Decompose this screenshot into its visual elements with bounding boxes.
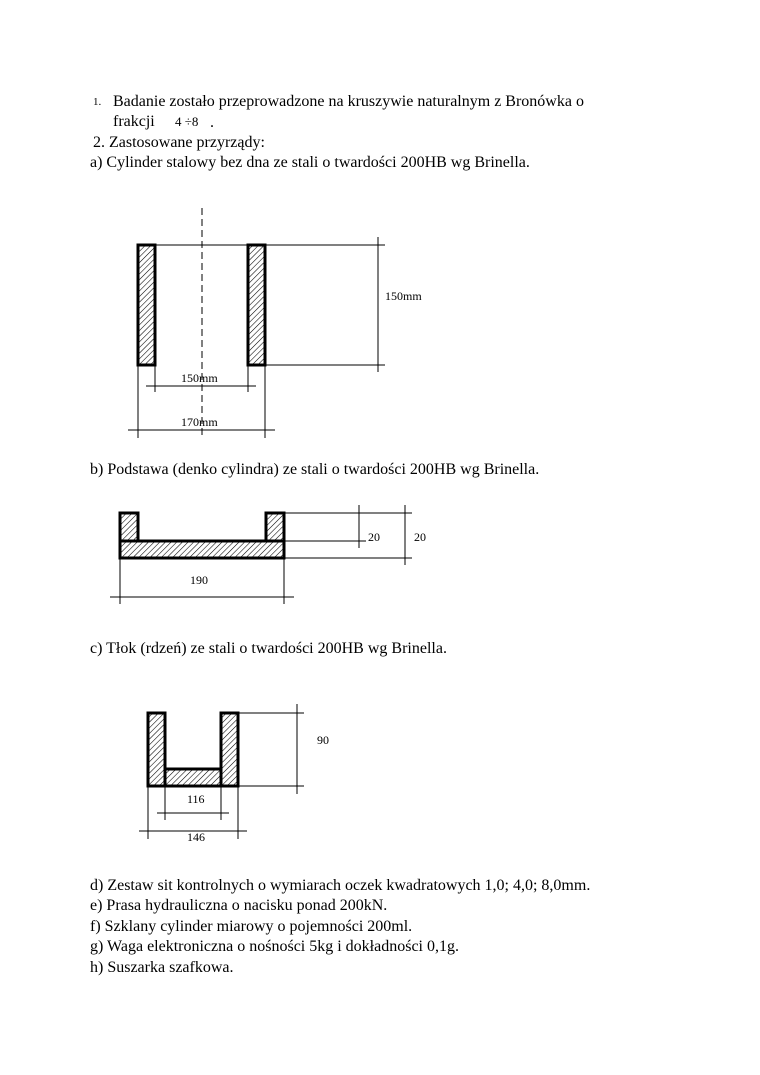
left-wall [138, 245, 155, 365]
fig-a-outer-width-label: 170mm [181, 415, 218, 429]
item-2-text: 2. Zastosowane przyrządy: [93, 134, 265, 151]
piston-bottom [165, 769, 221, 786]
piston-right-arm [221, 713, 238, 786]
section-g-text: g) Waga elektroniczna o nośności 5kg i dokładności 0,1g. [90, 938, 459, 955]
section-f-text: f) Szklany cylinder miarowy o pojemności 200ml. [90, 918, 413, 935]
section-b-text: b) Podstawa (denko cylindra) ze stali o twardości 200HB wg Brinella. [90, 461, 540, 478]
section-d-text: d) Zestaw sit kontrolnych o wymiarach oczek kwadratowych 1,0; 4,0; 8,0mm. [90, 877, 591, 894]
figure-a-cylinder [128, 208, 422, 438]
item-1-text-cont: frakcji [113, 113, 155, 130]
base-plate [120, 541, 284, 558]
section-e-text: e) Prasa hydrauliczna o nacisku ponad 200kN. [90, 897, 388, 914]
fig-c-height-label: 90 [317, 733, 329, 747]
fraction-value: 4 ÷8 [175, 114, 199, 129]
section-c-text: c) Tłok (rdzeń) ze stali o twardości 200HB wg Brinella. [90, 640, 447, 657]
base-left-lip [120, 513, 138, 541]
fig-a-height-label: 150mm [385, 289, 422, 303]
section-h-text: h) Suszarka szafkowa. [90, 959, 234, 976]
fig-b-dim-inner-label: 20 [368, 530, 380, 544]
item-1-number: 1. [93, 96, 102, 108]
piston-left-arm [148, 713, 165, 786]
fig-c-inner-width-label: 116 [187, 792, 205, 806]
fig-a-inner-width-label: 150mm [181, 371, 218, 385]
fig-c-outer-width-label: 146 [187, 830, 205, 844]
base-right-lip [266, 513, 284, 541]
right-wall [248, 245, 265, 365]
fraction-period: . [210, 114, 214, 131]
figure-b-base [110, 505, 426, 604]
section-a-text: a) Cylinder stalowy bez dna ze stali o twardości 200HB wg Brinella. [90, 154, 530, 171]
fig-b-width-label: 190 [190, 573, 208, 587]
fig-b-dim-outer-label: 20 [414, 530, 426, 544]
figure-c-piston [139, 704, 329, 844]
item-1-text: Badanie zostało przeprowadzone na kruszywie naturalnym z Bronówka o [113, 93, 584, 110]
